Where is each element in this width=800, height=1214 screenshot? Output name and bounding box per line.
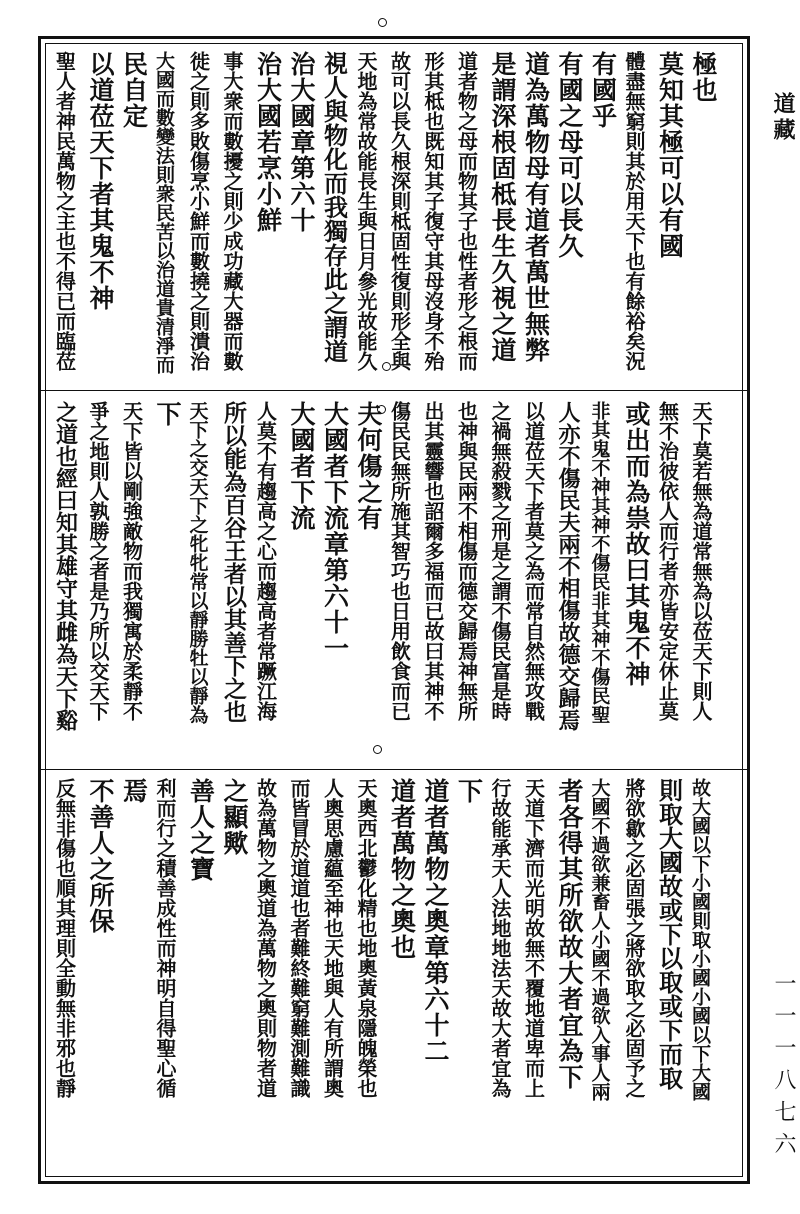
text-column: 民自定 xyxy=(119,51,149,129)
text-column: 傷民民無所施其智巧也日用飲食而已 xyxy=(387,401,412,721)
text-column: 極也 xyxy=(689,51,718,103)
text-column: 視人與物化而我獨存此之謂道 xyxy=(319,51,349,363)
text-column: 行故能承天人法地地法天故大者宜為 xyxy=(488,778,512,1098)
page-number xyxy=(768,972,799,1164)
text-column: 也神與民兩不相傷而德交歸焉神無所 xyxy=(454,401,479,721)
text-column: 天下皆以剛強敵物而我獨寓於柔靜不 xyxy=(119,401,144,721)
text-column: 夫何傷之有 xyxy=(354,401,383,531)
punctuation-circle xyxy=(377,405,386,414)
text-column: 大國者下流章第六十一 xyxy=(320,401,350,661)
text-column: 道者萬物之奧章第六十二 xyxy=(421,778,450,1064)
punctuation-circle xyxy=(378,18,387,27)
text-column: 道者物之母而物其子也性者形之根而 xyxy=(454,51,479,371)
text-column: 則取大國故或下以取或下而取 xyxy=(654,778,684,1090)
text-column: 以道莅天下者其鬼不神 xyxy=(86,51,115,311)
text-column: 爭之地則人孰勝之者是乃所以交天下 xyxy=(86,401,110,721)
text-column: 天下莫若無為道常無為以莅天下則人 xyxy=(689,401,713,721)
text-column: 焉 xyxy=(119,778,149,804)
text-column: 大國而數變法則衆民苦以治道貴清淨而 xyxy=(153,51,175,374)
text-column: 道者萬物之奧也 xyxy=(387,778,417,960)
text-column: 非其鬼不神其神不傷民非其神不傷民聖 xyxy=(588,401,611,724)
text-column: 者各得其所欲故大者宜為下 xyxy=(555,778,584,1090)
text-column: 或出而為祟故曰其鬼不神 xyxy=(622,401,651,687)
margin-title xyxy=(768,92,799,144)
page-number-text: 一一一八七六 xyxy=(771,972,796,1164)
text-column: 之顯歟 xyxy=(220,778,249,856)
text-column: 形其柢也既知其子復守其母沒身不殆 xyxy=(421,51,445,371)
text-column: 善人之寶 xyxy=(186,778,216,882)
text-column: 體盡無窮則其於用天下也有餘裕矣況 xyxy=(622,51,646,371)
text-column: 人亦不傷民夫兩不相傷故德交歸焉 xyxy=(555,401,581,731)
text-column: 天地為常故能長生與日月參光故能久 xyxy=(354,51,378,371)
register-divider-2 xyxy=(41,769,747,770)
text-column: 出其靈響也詔爾多福而已故曰其神不 xyxy=(421,401,445,721)
text-column: 大國不過欲兼畜人小國不過欲入事人兩 xyxy=(588,778,611,1101)
punctuation-circle xyxy=(382,362,391,371)
text-column: 聖人者神民萬物之主也不得已而臨莅 xyxy=(52,51,77,371)
text-column: 治大國若烹小鮮 xyxy=(253,51,283,233)
text-column: 有國之母可以長久 xyxy=(555,51,584,259)
text-column: 徙之則多敗傷烹小鮮而數撓之則潰治 xyxy=(186,51,211,371)
text-column: 下 xyxy=(153,401,182,427)
text-column: 有國乎 xyxy=(588,51,618,129)
punctuation-circle xyxy=(373,745,382,754)
text-column: 反無非傷也順其理則全動無非邪也靜 xyxy=(52,778,77,1098)
text-column: 事大衆而數擾之則少成功藏大器而數 xyxy=(220,51,244,371)
text-column: 不善人之所保 xyxy=(86,778,115,934)
text-column: 天道下濟而光明故無不覆地道卑而上 xyxy=(521,778,546,1098)
text-column: 人奧思慮藴至神也天地與人有所謂奧 xyxy=(320,778,345,1098)
register-divider-1 xyxy=(41,390,747,391)
text-column: 之禍無殺戮之刑是之謂不傷民富是時 xyxy=(488,401,512,721)
text-column: 之道也經曰知其雄守其雌為天下谿 xyxy=(52,401,79,731)
text-column: 道為萬物母有道者萬世無弊 xyxy=(521,51,551,363)
text-column: 無不治彼依人而行者亦皆安定休止莫 xyxy=(655,401,680,721)
text-column: 以道莅天下者莫之為而常自然無攻戰 xyxy=(521,401,546,721)
text-column: 天奧西北鬱化精也地奧黃泉隱魄榮也 xyxy=(354,778,378,1098)
text-column: 大國者下流 xyxy=(287,401,316,531)
text-column: 將欲歙之必固張之將欲取之必固予之 xyxy=(622,778,646,1098)
text-column: 天下之交天下之牝牝常以靜勝牡以靜為 xyxy=(186,401,209,724)
text-column: 人莫不有趨高之心而趨高者常蹶江海 xyxy=(253,401,278,721)
text-column: 而皆冒於道道也者難終難窮難測難識 xyxy=(287,778,311,1098)
text-column: 治大國章第六十 xyxy=(287,51,316,233)
text-column: 利而行之積善成性而神明自得聖心循 xyxy=(153,778,177,1098)
text-column: 故可以長久根深則柢固性復則形全與 xyxy=(387,51,412,371)
text-column: 下 xyxy=(454,778,484,804)
text-column: 莫知其極可以有國 xyxy=(655,51,685,259)
text-column: 是謂深根固柢長生久視之道 xyxy=(488,51,517,363)
page-frame xyxy=(38,36,750,1184)
margin-title-text: 道藏 xyxy=(770,92,796,144)
text-column: 故為萬物之奧道為萬物之奧則物者道 xyxy=(253,778,278,1098)
text-column: 故大國以下小國則取小國小國以下大國 xyxy=(689,778,711,1101)
text-column: 所以能為百谷王者以其善下之也 xyxy=(220,401,247,723)
